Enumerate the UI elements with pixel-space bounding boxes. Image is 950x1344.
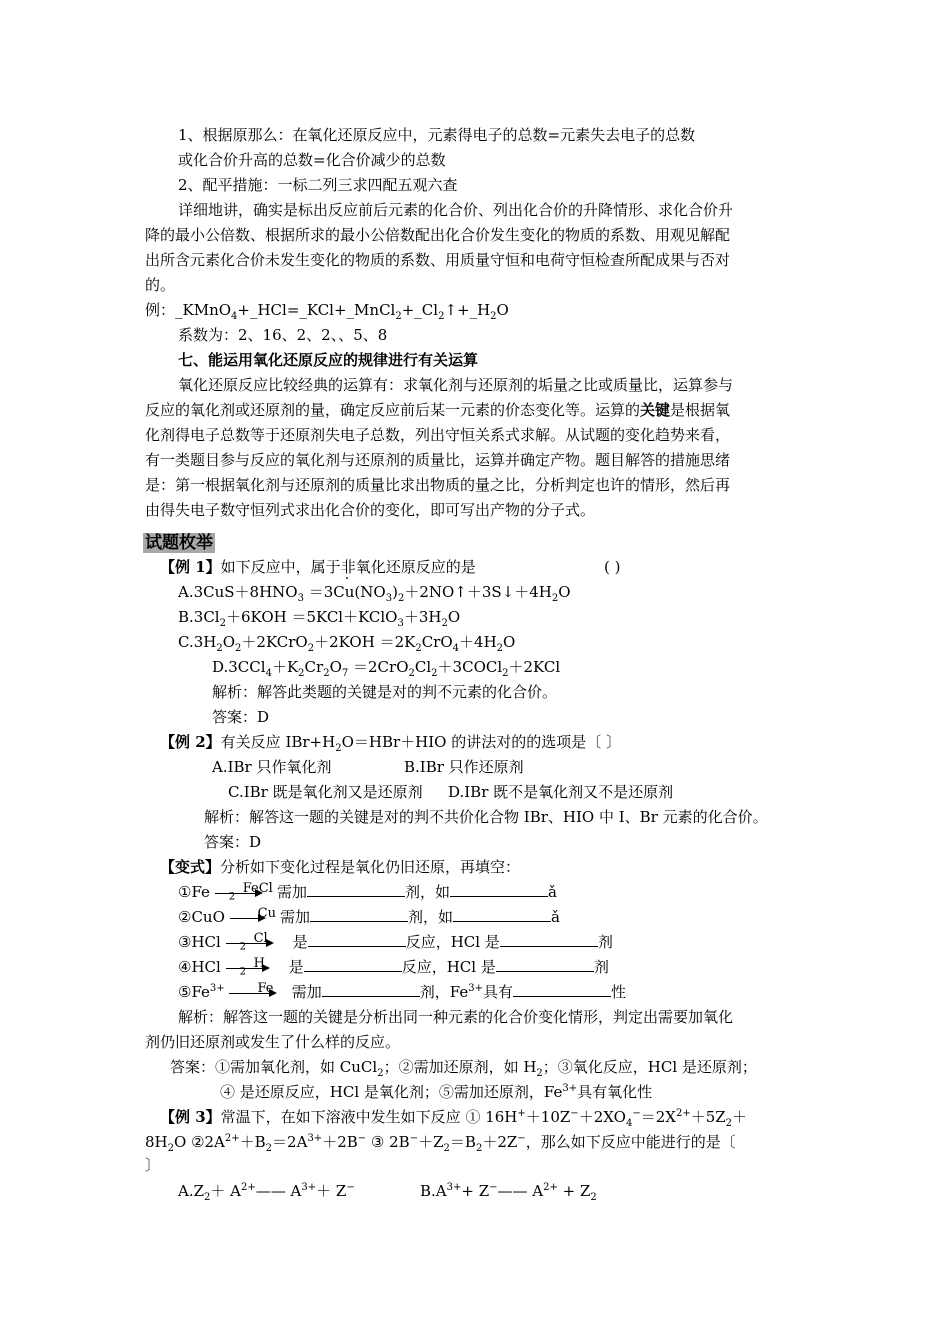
- calc-para-6: 由得失电子数守恒列式求出化合价的变化，即可写出产物的分子式。: [145, 501, 596, 519]
- calc-para-4: 有一类题目参与反应的氧化剂与还原剂的质量比，运算并确定产物。题目解答的措施思绪: [145, 451, 731, 469]
- variant-item-1: ①Fe FeCl $_2$ 需加 剂，如 ǎ: [178, 881, 557, 903]
- principle-line: 1、根据原那么：在氧化还原反应中，元素得电子的总数=元素失去电子的总数: [178, 126, 696, 144]
- calc-para-3: 化剂得电子总数等于还原剂失电子总数，列出守恒关系式求解。从试题的变化趋势来看，: [145, 426, 731, 444]
- variant-answer-2: ④ 是还原反应，HCl 是氧化剂；⑤需加还原剂，$Fe^{3+}$具有氧化性: [220, 1083, 653, 1101]
- variant-question: 【变式】分析如下变化过程是氧化仍旧还原，再填空：: [160, 858, 521, 876]
- example-3-option-b: $B.A^{3+}+$ Z−—— $A^{2+} + Z_2$: [420, 1182, 597, 1203]
- reaction-arrow-icon: Cl $_2$: [226, 936, 274, 950]
- example-2-option-d: D.IBr 既不是氧化剂又不是还原剂: [448, 783, 674, 801]
- reaction-arrow-icon: Fe: [229, 986, 277, 1000]
- example-3-line-3: 〕: [145, 1156, 161, 1174]
- example-1-option-b: $B.3Cl_2+6KOH$ $=5KCl+KClO_3+3H_2O$: [178, 608, 461, 629]
- variant-analysis-2: 剂仍旧还原剂或发生了什么样的反应。: [145, 1033, 401, 1051]
- detail-para-1: 详细地讲，确实是标出反应前后元素的化合价、列出化合价的升降情形、求化合价升: [178, 201, 734, 219]
- example-1-answer: 答案：D: [212, 708, 270, 726]
- variant-answer-1: 答案：①需加氧化剂，如 CuCl$_2$；②需加还原剂，如 $H_2$；③氧化反应，HCl 是还原剂；: [170, 1058, 757, 1079]
- example-3-option-a: $A.Z_2+$ $A^{2+}——$ $A^{3+}+ Z^-$: [178, 1182, 355, 1203]
- coefficients: 系数为：2、16、2、2、、5、8: [178, 326, 388, 344]
- variant-item-3: ③HCl Cl $_2$ 是 反应，HCl 是 剂: [178, 931, 613, 953]
- variant-item-5: $⑤Fe^{3+}$ Fe 需加 剂，$Fe^{3+}$具有 性: [178, 981, 627, 1001]
- example-2-question: 【例 2】有关反应 $IBr+H_2O=HBr+HIO$ 的讲法对的的选项是〔 〕: [160, 733, 622, 754]
- example-2-option-c: C.IBr 既是氧化剂又是还原剂: [228, 783, 423, 801]
- example-equation: 例：$\_KMnO_4+\_HCl=\_KCl+\_MnCl_2+\_Cl_2↑+\_H_2O$: [145, 301, 509, 322]
- example-1-paren: ( ): [604, 558, 621, 576]
- reaction-arrow-icon: FeCl $_2$: [215, 886, 263, 900]
- example-2-option-b: B.IBr 只作还原剂: [404, 758, 524, 776]
- example-2-option-a: A.IBr 只作氧化剂: [212, 758, 332, 776]
- variant-item-4: ④HCl H $_2$ 是 反应，HCl 是 剂: [178, 956, 609, 978]
- detail-para-3: 出所含元素化合价未发生变化的物质的系数、用质量守恒和电荷守恒检查所配成果与否对: [145, 251, 731, 269]
- section-7-heading: 七、能运用氧化还原反应的规律进行有关运算: [178, 351, 479, 369]
- variant-analysis-1: 解析：解答这一题的关键是分析出同一种元素的化合价变化情形，判定出需要加氧化: [178, 1008, 734, 1026]
- calc-para-2: 反应的氧化剂或还原剂的量，确定反应前后某一元素的价态变化等。运算的关键是根据氧: [145, 401, 731, 419]
- detail-para-2: 降的最小公倍数、根据所求的最小公倍数配出化合价发生变化的物质的系数、用观见解配: [145, 226, 731, 244]
- example-3-line-2: $8H_2O$ $②2A^{2+}+B_2=2A^{3+}+2B^-$ ③ $2B^-+Z_2=B_2+2Z^-$，那么如下反应中能进行的是〔: [145, 1133, 736, 1154]
- example-1-question: 【例 1】如下反应中，属于非氧化还原反应的是: [160, 558, 476, 576]
- section-title: 试题枚举: [145, 533, 213, 553]
- variant-item-2: ②CuO Cu 需加 剂，如 ǎ: [178, 906, 560, 926]
- balancing-method: 2、配平措施：一标二列三求四配五观六查: [178, 176, 458, 194]
- calc-para-1: 氧化还原反应比较经典的运算有：求氧化剂与还原剂的垢量之比或质量比，运算参与: [178, 376, 734, 394]
- example-3-line-1: 【例 3】常温下，在如下溶液中发生如下反应 ① $16H^++10Z^-+2XO_4^-=2X^{2+}+5Z_2+$: [160, 1108, 748, 1129]
- detail-para-4: 的。: [145, 276, 176, 294]
- example-1-option-c: $C.3H_2O_2+2KCrO_2+2KOH =2K_2CrO_4+4H_2O$: [178, 633, 516, 654]
- example-1-option-d: $D.3CCl_4+K_2Cr_2O_7$ $=2CrO_2Cl_2+3COCl_2+2KCl$: [212, 658, 561, 679]
- calc-para-5: 是：第一根据氧化剂与还原剂的质量比求出物质的量之比，分析判定也许的情形，然后再: [145, 476, 731, 494]
- reaction-arrow-icon: H $_2$: [226, 961, 270, 975]
- example-1-option-a: $A.3CuS+8HNO_3$ $=3Cu(NO_3)_2+2NO↑+3S↓+4H_2O$: [178, 583, 571, 604]
- example-1-analysis: 解析：解答此类题的关键是对的判不元素的化合价。: [212, 683, 558, 701]
- principle-line-2: 或化合价升高的总数=化合价减少的总数: [178, 151, 446, 169]
- reaction-arrow-icon: Cu: [230, 911, 266, 925]
- example-2-analysis: 解析：解答这一题的关键是对的判不共价化合物 IBr、HIO 中 I、Br 元素的化合价。: [204, 808, 768, 826]
- example-2-answer: 答案：D: [204, 833, 262, 851]
